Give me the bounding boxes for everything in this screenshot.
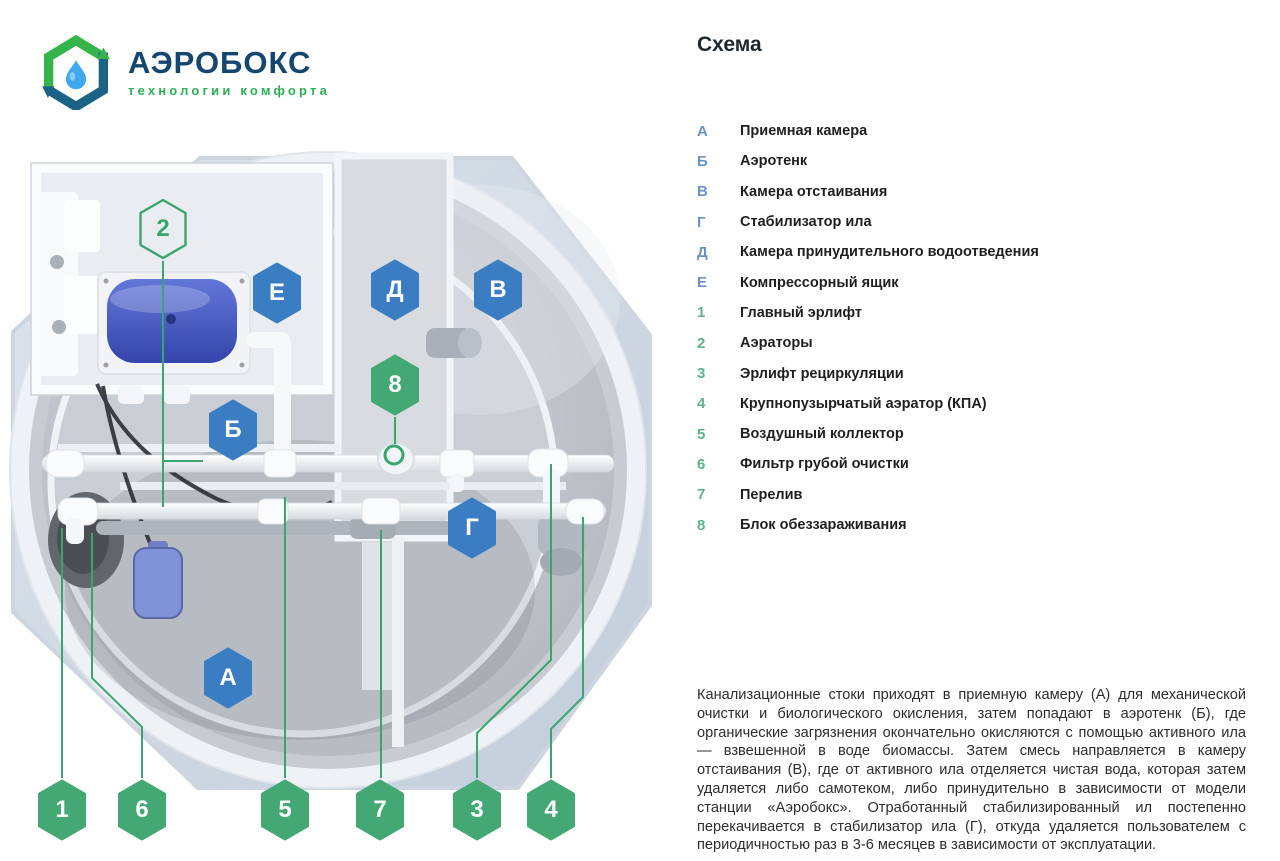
marker-label: Д — [386, 276, 404, 303]
legend-key: 8 — [697, 516, 706, 534]
legend-item-chamber-g — [697, 207, 1257, 237]
marker-part-4 — [523, 778, 579, 842]
legend-label: Эрлифт рециркуляции — [740, 365, 904, 382]
legend-item-part-7 — [697, 480, 1257, 510]
legend-item-chamber-d — [697, 237, 1257, 267]
page-title: Схема — [697, 33, 762, 56]
legend-label: Компрессорный ящик — [740, 274, 899, 291]
marker-chamber-v — [470, 258, 526, 322]
brand-tagline: технологии комфорта — [128, 82, 331, 98]
brand-name: АЭРОБОКС — [128, 44, 312, 80]
marker-part-3 — [449, 778, 505, 842]
process-description: Канализационные стоки приходят в приемную камеру (А) для механической очистки и биологического окисления, затем попадают в аэротенк (Б), где органические загрязнения окончательно окисляются с помощью активного ила — взвешенной в воде биомассы. Затем смесь направляется в камеру отстаивания (В), где от активного ила отделяется чистая вода, которая затем удаляется либо самотеком, либо принудительно в зависимости от модели станции «Аэробокс». Отработанный стабилизированный ил постепенно перекачивается в стабилизатор ила (Г), откуда удаляется пользователем с периодичностью раз в 3-6 месяцев в зависимости от эксплуатации. — [697, 687, 1246, 854]
legend-label: Стабилизатор ила — [740, 214, 872, 231]
marker-part-5 — [257, 778, 313, 842]
marker-label: А — [219, 664, 237, 691]
legend-label: Аэраторы — [740, 335, 813, 352]
legend — [697, 116, 1257, 540]
marker-part-1 — [34, 778, 90, 842]
marker-chamber-g — [444, 496, 500, 560]
legend-key: 2 — [697, 334, 706, 352]
legend-key: А — [697, 122, 708, 140]
float-switch — [134, 541, 182, 618]
marker-label: Б — [224, 416, 242, 443]
legend-label: Камера принудительного водоотведения — [740, 244, 1039, 261]
legend-item-part-3 — [697, 358, 1257, 388]
legend-item-chamber-a — [697, 116, 1257, 146]
legend-key: 3 — [697, 365, 706, 383]
legend-label: Фильтр грубой очистки — [740, 456, 909, 473]
legend-key: 1 — [697, 304, 706, 322]
legend-label: Главный эрлифт — [740, 304, 862, 321]
legend-key: Д — [697, 243, 708, 261]
legend-label: Аэротенк — [740, 153, 808, 170]
uv-block — [378, 443, 414, 475]
marker-label: 6 — [135, 796, 149, 823]
marker-label: 4 — [544, 796, 558, 823]
marker-part-2 — [135, 197, 191, 261]
legend-label: Перелив — [740, 486, 803, 503]
legend-item-part-8 — [697, 510, 1257, 540]
legend-item-chamber-e — [697, 267, 1257, 297]
legend-key: Г — [697, 213, 706, 231]
legend-label: Приемная камера — [740, 123, 868, 140]
legend-key: 7 — [697, 486, 706, 504]
legend-key: Б — [697, 152, 708, 170]
legend-item-chamber-v — [697, 177, 1257, 207]
marker-part-7 — [352, 778, 408, 842]
legend-label: Крупнопузырчатый аэратор (КПА) — [740, 395, 987, 412]
marker-label: 2 — [156, 215, 170, 242]
legend-item-part-5 — [697, 419, 1257, 449]
legend-label: Блок обеззараживания — [740, 517, 907, 533]
legend-key: Е — [697, 274, 708, 292]
marker-part-6 — [114, 778, 170, 842]
legend-key: 5 — [697, 425, 706, 443]
marker-label: Г — [465, 514, 479, 541]
marker-chamber-b — [205, 398, 261, 462]
legend-item-part-4 — [697, 389, 1257, 419]
marker-label: 7 — [373, 796, 387, 823]
legend-item-part-1 — [697, 298, 1257, 328]
legend-label: Камера отстаивания — [740, 183, 888, 200]
legend-item-part-6 — [697, 449, 1257, 479]
marker-label: 5 — [278, 796, 292, 823]
marker-chamber-a — [200, 646, 256, 710]
marker-chamber-e — [249, 261, 305, 325]
legend-item-chamber-b — [697, 146, 1257, 176]
marker-label: 1 — [55, 796, 69, 823]
marker-label: 8 — [388, 371, 402, 398]
legend-key: 6 — [697, 455, 706, 473]
legend-item-part-2 — [697, 328, 1257, 358]
marker-label: Е — [268, 279, 285, 306]
legend-key: В — [697, 183, 708, 201]
legend-key: 4 — [697, 395, 706, 413]
marker-chamber-d — [367, 258, 423, 322]
legend-label: Воздушный коллектор — [740, 426, 904, 443]
marker-label: В — [489, 276, 507, 303]
marker-label: 3 — [470, 796, 484, 823]
marker-part-8 — [367, 353, 423, 417]
